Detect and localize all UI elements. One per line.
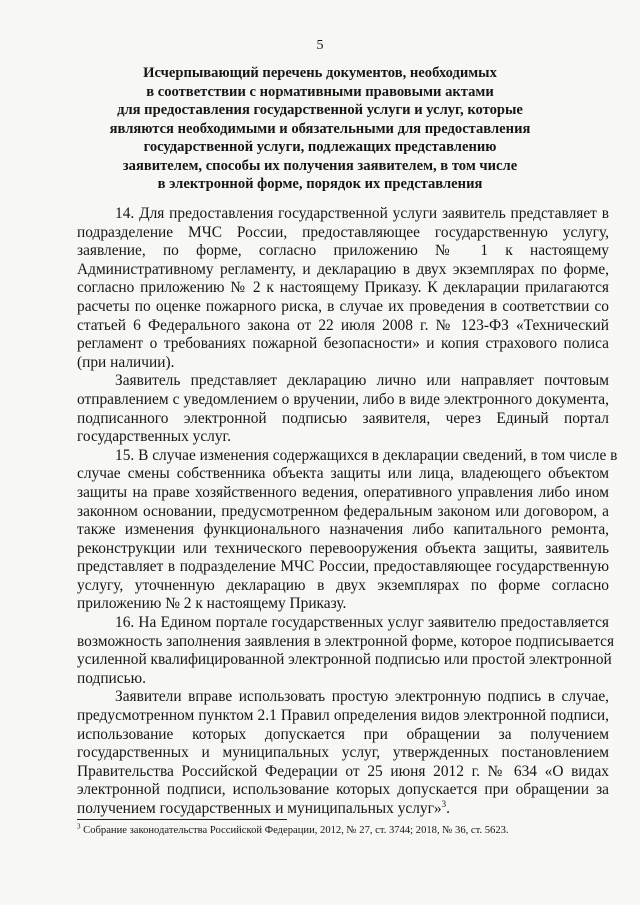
- footnote: [77, 824, 617, 837]
- text-line: статьей 6 Федерального закона от 22 июля 2008 г. № 123-ФЗ «Технический: [77, 316, 609, 334]
- text-line: подписанного электронной подписью заявителя, через Единый портал: [77, 409, 609, 427]
- text-line-content: получением государственных и муниципальных услуг»: [77, 800, 442, 817]
- text-line: отправлением с уведомлением о вручении, либо в виде электронного документа,: [77, 390, 609, 408]
- heading-line: заявителем, способы их получения заявителем, в том числе: [122, 157, 518, 174]
- text-line: Заявитель представляет декларацию лично или направляет почтовым: [115, 372, 609, 390]
- text-line: предусмотренном пунктом 2.1 Правил определения видов электронной подписи,: [77, 707, 609, 725]
- text-line: получением государственных и муниципальных услуг»$^3$.: [77, 798, 450, 817]
- text-line: Заявители вправе использовать простую электронную подпись в случае,: [115, 688, 609, 706]
- text-line: защиты на праве хозяйственного ведения, оперативного управления либо ином: [77, 483, 609, 501]
- heading-line: являются необходимыми и обязательными для предоставления: [109, 120, 531, 137]
- text-line: государственных услуг.: [77, 428, 231, 446]
- text-line: 15. В случае изменения содержащихся в декларации сведений, в том числе в: [115, 446, 618, 464]
- text-line: услугу, уточненную декларацию в двух экземплярах по форме согласно: [77, 576, 609, 594]
- footnote-text: Собрание законодательства Российской Федерации, 2012, № 27, ст. 3744; 2018, № 36, ст. 5623.: [80, 825, 509, 836]
- text-line: также изменения функционального назначения либо капитального ремонта,: [77, 521, 609, 539]
- heading-line: государственной услуги, подлежащих представлению: [143, 139, 497, 155]
- text-line: 16. На Едином портале государственных услуг заявителю предоставляется: [115, 614, 609, 632]
- heading-line: в соответствии с нормативными правовыми актами: [146, 83, 494, 100]
- paragraph-simple-signature: [77, 688, 609, 818]
- paragraph-applicant-submission: [77, 372, 609, 446]
- text-line: приложению № 2 к настоящему Приказу.: [77, 595, 347, 613]
- heading-line: для предоставления государственной услуги и услуг, которые: [117, 102, 523, 118]
- section-heading: [100, 64, 540, 194]
- paragraph-14: [77, 205, 609, 372]
- text-line: усиленной квалифицированной электронной подписью или простой электронной: [77, 651, 612, 669]
- text-line: электронной подписи, использование которых допускается при обращении за: [77, 781, 609, 799]
- page-number: 5: [316, 38, 324, 53]
- text-line: реконструкции или технического перевооружения объекта защиты, заявитель: [77, 539, 609, 557]
- text-line: государственных и муниципальных услуг, утвержденных постановлением: [77, 744, 609, 762]
- paragraph-16: [77, 614, 615, 688]
- heading-line: в электронной форме, порядок их представления: [157, 176, 483, 192]
- text-line: регламент о требованиях пожарной безопасности» и копия страхового полиса: [77, 335, 609, 353]
- text-line: 14. Для предоставления государственной услуги заявитель представляет в: [115, 205, 609, 222]
- footnote-reference[interactable]: 3: [441, 798, 447, 809]
- text-line: случае смены собственника объекта защиты или лица, владеющего объектом: [77, 465, 609, 483]
- footnote-marker: 3: [77, 822, 81, 831]
- text-line: (при наличии).: [77, 353, 175, 371]
- text-line: использование которых допускается при обращении за получением: [77, 725, 609, 743]
- text-line: возможность заполнения заявления в электронной форме, которое подписывается: [77, 632, 615, 650]
- text-line: Правительства Российской Федерации от 25 июня 2012 г. № 634 «О видах: [77, 762, 609, 780]
- text-line: согласно приложению № 2 к настоящему Приказу. К декларации прилагаются: [77, 279, 609, 297]
- text-line: расчеты по оценке пожарного риска, в случае их проведения в соответствии со: [77, 297, 609, 315]
- text-line: законном основании, предусмотренном федеральным законом или договором, а: [77, 502, 609, 520]
- text-line: подписью.: [77, 669, 146, 687]
- text-line: Административному регламенту, и декларацию в двух экземплярах по форме,: [77, 260, 609, 278]
- paragraph-15: [77, 446, 618, 614]
- text-line: заявление, по форме, согласно приложению № 1 к настоящему: [77, 242, 609, 260]
- footnote-divider: [77, 819, 287, 820]
- heading-line: Исчерпывающий перечень документов, необходимых: [143, 65, 497, 81]
- text-line: подразделение МЧС России, предоставляющее государственную услугу,: [77, 223, 609, 241]
- text-line: представляет в подразделение МЧС России, предоставляющее государственную: [77, 558, 609, 576]
- document-body: [77, 205, 618, 819]
